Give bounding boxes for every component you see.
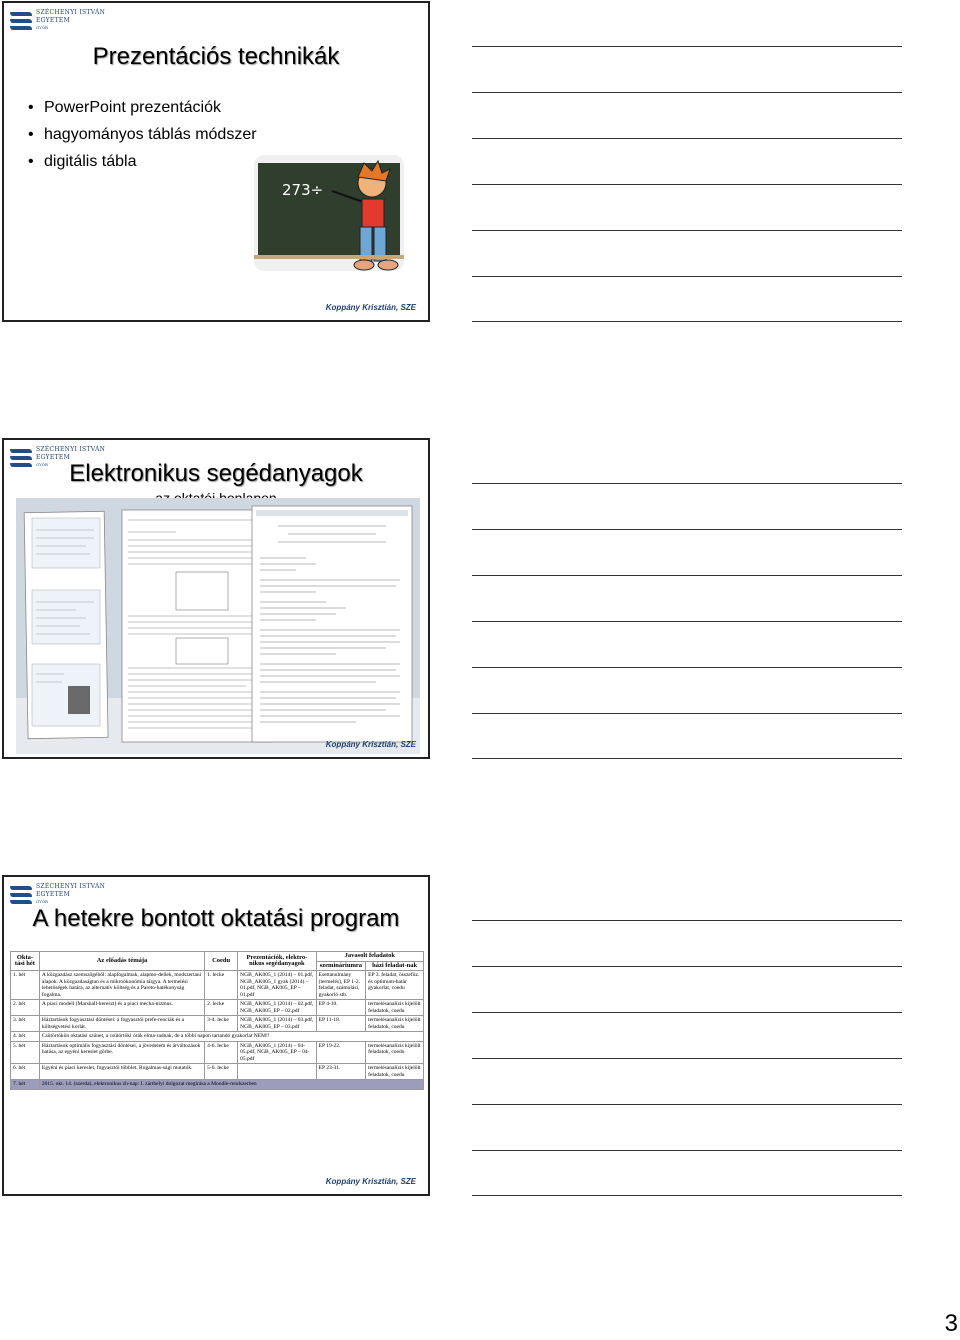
cell-homework: termelésanalízis kijelölt feladatok, coedu xyxy=(366,1000,424,1016)
university-logo-mark-icon xyxy=(10,9,32,35)
cell-topic: A piaci modell (Marshall-kereszt) és a piaci mecha-nizmus. xyxy=(39,1000,204,1016)
header-topic: Az előadás témája xyxy=(39,952,204,971)
header-homework: házi feladat-nak xyxy=(366,961,424,971)
table-row xyxy=(11,1041,424,1064)
bullet-item: • hagyományos táblás módszer xyxy=(28,121,257,148)
slide-title: Prezentációs technikák xyxy=(92,43,340,70)
cell-seminar: EP 19-22. xyxy=(316,1041,366,1064)
logo-line2: EGYETEM xyxy=(36,16,71,24)
table-row xyxy=(11,1016,424,1032)
logo-line1: SZÉCHENYI ISTVÁN xyxy=(36,9,106,16)
cell-topic: 2015. okt. 14. (szerda), elektronikus zh-nap: I. zárthelyi dolgozat megírása a Moodle-rendszerben xyxy=(39,1080,423,1090)
header-presentations: Prezentációk, elektro-nikus segédanyagok xyxy=(238,952,316,971)
cell-week: 4. hét xyxy=(11,1032,40,1042)
cell-presentations: NGB_AK005_1 (2014) – 04-05.pdf, NGB_AK005_EP – 04-05.pdf xyxy=(238,1041,316,1064)
cell-week: 7. hét xyxy=(11,1080,40,1090)
header-week: Okta-tási hét xyxy=(11,952,40,971)
author-footer: Koppány Krisztián, SZE xyxy=(325,1177,416,1186)
slide-weekly-program xyxy=(2,875,430,1196)
cell-seminar: EP 11-18. xyxy=(316,1016,366,1032)
cell-week: 3. hét xyxy=(11,1016,40,1032)
logo-line3: GYŐR xyxy=(36,462,49,467)
bullet-item: • digitális tábla xyxy=(28,148,257,175)
board-text: 273÷ xyxy=(282,181,324,199)
page-number: 3 xyxy=(944,1310,958,1337)
author-footer: Koppány Krisztián, SZE xyxy=(325,740,416,749)
table-row xyxy=(11,1000,424,1016)
header-coedu: Coedu xyxy=(205,952,238,971)
cell-presentations xyxy=(238,1064,316,1080)
header-seminar: szemináriumra xyxy=(316,961,366,971)
logo-line3: GYŐR xyxy=(36,25,49,30)
cell-week: 2. hét xyxy=(11,1000,40,1016)
cell-coedu: 4-6. lecke xyxy=(205,1041,238,1064)
logo-line3: GYŐR xyxy=(36,899,49,904)
table-row xyxy=(11,971,424,1000)
weekly-program-table xyxy=(10,951,424,1090)
cell-seminar: Esettanulmány (termelés), EP 1-2. feladat, számolási, gyakorló stb. xyxy=(316,971,366,1000)
cell-coedu: 3-4. lecke xyxy=(205,1016,238,1032)
cell-homework: termelésanalízis kijelölt feladatok, coedu xyxy=(366,1016,424,1032)
logo-line2: EGYETEM xyxy=(36,453,71,461)
cell-presentations: NGB_AK005_1 (2014) – 01.pdf, NGB_AK005_1 gyak (2014) – 01.pdf, NGB_AK005_EP – 01.pdf xyxy=(238,971,316,1000)
bullet-item: • PowerPoint prezentációk xyxy=(28,94,257,121)
document-screenshots-illustration xyxy=(16,498,420,754)
bullet-list xyxy=(28,94,257,175)
teacher-at-chalkboard-illustration xyxy=(254,155,404,271)
cell-presentations: NGB_AK005_1 (2014) – 03.pdf, NGB_AK005_EP – 03.pdf xyxy=(238,1016,316,1032)
cell-coedu: 1. lecke xyxy=(205,971,238,1000)
cell-homework: termelésanalízis kijelölt feladatok, coedu xyxy=(366,1041,424,1064)
slide-title: Elektronikus segédanyagok xyxy=(69,460,363,487)
cell-presentations: NGB_AK005_1 (2014) – 02.pdf, NGB_AK005_EP – 02.pdf xyxy=(238,1000,316,1016)
slide-title: A hetekre bontott oktatási program xyxy=(32,905,400,932)
cell-week: 6. hét xyxy=(11,1064,40,1080)
cell-topic: Egyéni és piaci kereslet, fogyasztói többlet. Rugalmas-sági mutatók. xyxy=(39,1064,204,1080)
cell-homework: EP 3. feladat, összefüz. és optimum-határ gyakorlat, coedu xyxy=(366,971,424,1000)
cell-coedu: 5-6. lecke xyxy=(205,1064,238,1080)
table-row xyxy=(11,1064,424,1080)
slide-presentation-techniques xyxy=(2,1,430,322)
weekly-program-table-wrap xyxy=(10,951,424,1090)
cell-seminar: EP 4-10. xyxy=(316,1000,366,1016)
logo-line2: EGYETEM xyxy=(36,890,71,898)
slide-electronic-materials xyxy=(2,438,430,759)
cell-topic: A közgazdász szemszögéből: alapfogalmak, alapmo-dellek, modszertani alapok. A közgazdaságtan és a mikroökonómia tárgya. A termelési lehetőségek határa, az alternatív költség és a Pareto-hatékonyság fogalma. xyxy=(39,971,204,1000)
cell-topic: Csütörtökön oktatási szünet, a csütörtöki órák elma-radnak, de a többi napon tartandó gyakorlat NEM!! xyxy=(39,1032,423,1042)
logo-line1: SZÉCHENYI ISTVÁN xyxy=(36,446,106,453)
author-footer: Koppány Krisztián, SZE xyxy=(325,303,416,312)
university-logo xyxy=(10,9,105,35)
logo-line1: SZÉCHENYI ISTVÁN xyxy=(36,883,106,890)
cell-topic: Háztartások fogyasztási döntései: a fogyasztói prefe-renciák és a költségvetési korlát. xyxy=(39,1016,204,1032)
table-row xyxy=(11,1032,424,1042)
header-tasks: Javasolt feladatok xyxy=(316,952,423,962)
cell-coedu: 2. lecke xyxy=(205,1000,238,1016)
cell-topic: Háztartások optimális fogyasztási döntései, a jövedelem és árváltozások hatása, az egyéni kereslet görbe. xyxy=(39,1041,204,1064)
table-row xyxy=(11,1080,424,1090)
cell-seminar: EP 23-31. xyxy=(316,1064,366,1080)
cell-homework: termelésanalízis kijelölt feladatok, coedu xyxy=(366,1064,424,1080)
cell-week: 5. hét xyxy=(11,1041,40,1064)
cell-week: 1. hét xyxy=(11,971,40,1000)
